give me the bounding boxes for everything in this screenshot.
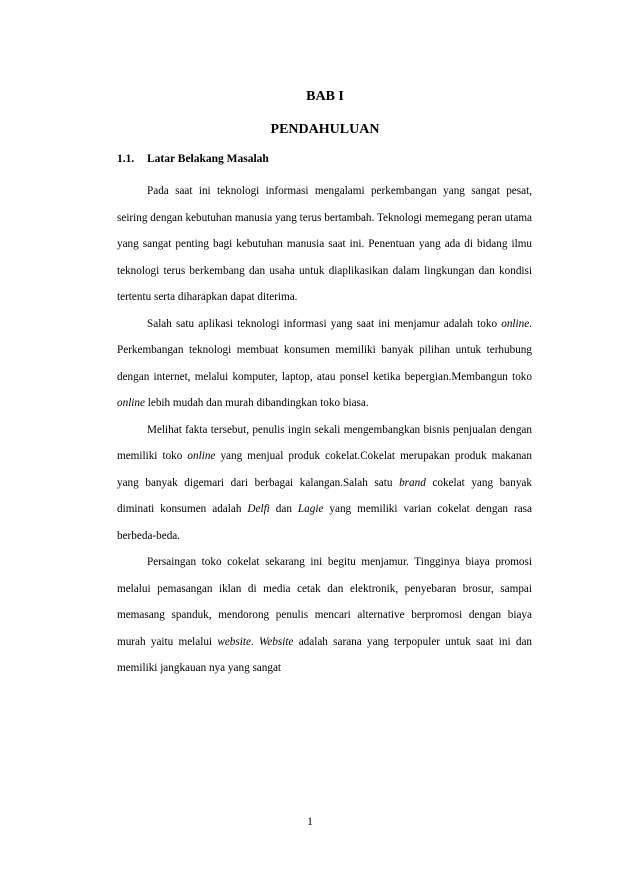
paragraph-4: Persaingan toko cokelat sekarang ini begitu menjamur. Tingginya biaya promosi melalui pemasangan iklan di media cetak dan elektronik, penyebaran brosur, sampai memasang spanduk, mendorong penulis mencari alternative berpromosi dengan biaya murah yaitu melalui website. Website adalah sarana yang terpopuler untuk saat ini dan memiliki jangkauan nya yang sangat — [117, 556, 532, 674]
chapter-title: PENDAHULUAN — [270, 122, 380, 137]
italic-term: Website — [259, 635, 294, 648]
italic-term: online — [117, 397, 145, 409]
paragraph-3: Melihat fakta tersebut, penulis ingin sekali mengembangkan bisnis penjualan dengan memiliki toko online yang menjual produk cokelat.Cokelat merupakan produk makanan yang banyak digemari dari berbagai kalangan.Salah satu brand cokelat yang banyak diminati konsumen adalah Delfi dan Lagie yang memiliki varian cokelat dengan rasa berbeda-beda. — [117, 423, 532, 542]
chapter-number: BAB I — [306, 89, 344, 104]
italic-term: Delfi — [247, 503, 270, 515]
page-number: 1 — [307, 816, 313, 828]
body-text — [117, 178, 532, 682]
italic-term: online — [187, 450, 216, 462]
paragraph-2: Salah satu aplikasi teknologi informasi yang saat ini menjamur adalah toko online. Perkembangan teknologi membuat konsumen memiliki banyak pilihan untuk terhubung dengan internet, melalui komputer, laptop, atau ponsel ketika bepergian.Membangun toko online lebih mudah dan murah dibandingkan toko biasa. — [117, 317, 532, 409]
paragraph-1: Pada saat ini teknologi informasi mengalami perkembangan yang sangat pesat, seiring dengan kebutuhan manusia yang terus bertambah. Teknologi memegang peran utama yang sangat penting bagi kebutuhan manusia saat ini. Penentuan yang ada di bidang ilmu teknologi terus berkembang dan usaha untuk diaplikasikan dalam lingkungan dan kondisi tertentu serta diharapkan dapat diterima. — [117, 185, 532, 303]
section-number: 1.1. — [117, 153, 135, 165]
italic-term: brand — [399, 476, 426, 489]
section-heading — [117, 153, 269, 165]
italic-term: website — [217, 635, 251, 648]
italic-term: online — [501, 317, 530, 330]
italic-term: Lagie — [297, 503, 324, 515]
section-title: Latar Belakang Masalah — [147, 153, 269, 165]
